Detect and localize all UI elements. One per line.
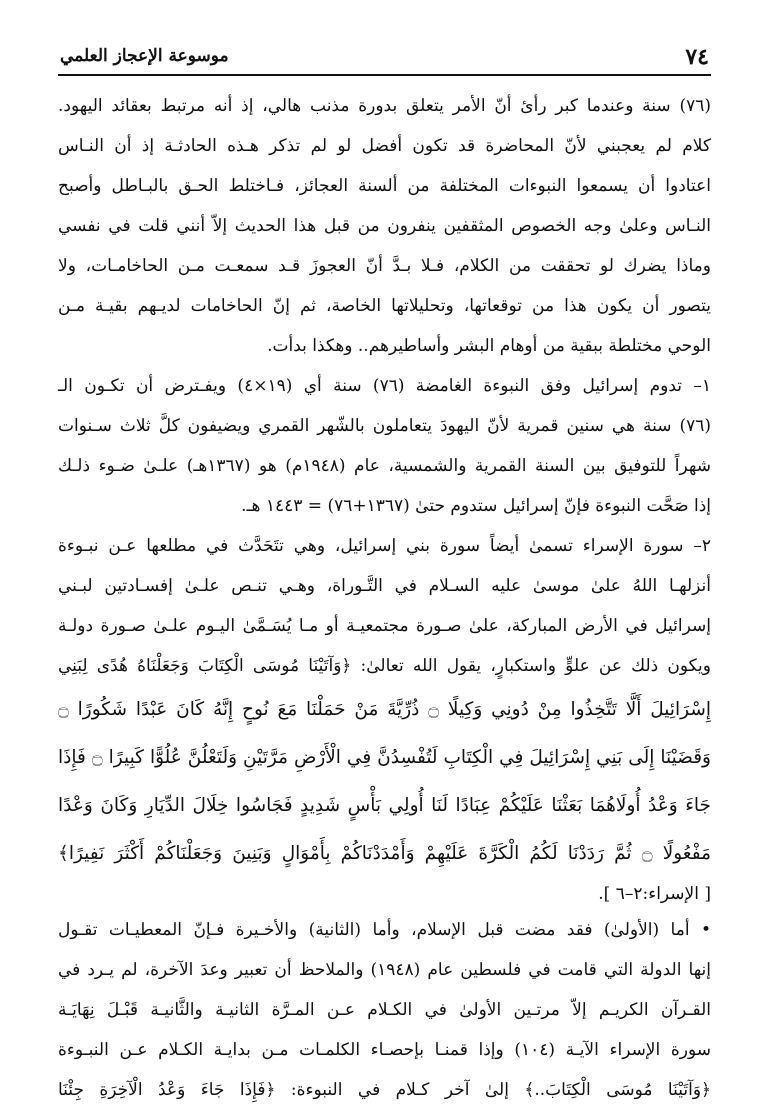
verse-citation: [ الإسراء:٢–٦ ]. bbox=[598, 884, 711, 904]
text-line: سورة الإسراء الآيـة (١٠٤) وإذا قمنـا بإحصـاء الكلمـات مـن بدايـة الكـلام عـن النبـوءة bbox=[58, 1040, 711, 1060]
text-line: ٢– سورة الإسراء تسمىٰ أيضاً سورة بني إسرائيل، وهي تتَحَدَّث في مطلعها عـن نبـوءة bbox=[58, 536, 711, 556]
page-number: ٧٤ bbox=[685, 44, 709, 70]
text-line: (٧٦) سنة وعندما كبر رأئ أنّ الأمر يتعلق بدورة مذنب هالي، إذ أنه مرتبط بعقائد اليهود. bbox=[58, 96, 711, 116]
text-line: الوحي مختلطة ببقية من أوهام البشر وأساطيرهم.. وهكذا بدأت. bbox=[267, 336, 711, 356]
text-line: اعتادوا أن يسمعوا النبوءات المختلفة من ألسنة العجائز، فـاختلط الحـق بالبـاطل وأصبح bbox=[58, 176, 711, 196]
text-line: كلام لم يعجبني لأنّ المحاضرة قد تكون أفضل لو لم تذكر هـذه الحادثـة إذ أن النـاس bbox=[58, 136, 711, 156]
text-line: أنزلهـا اللهُ علىٰ موسىٰ عليه السـلام في التَّـوراة، وهـي تنـص علـىٰ إفسـادتين لبـني bbox=[58, 576, 711, 596]
text-line: النـاس وعلىٰ وجه الخصوص المثقفين ينفرون من قبل هذا الحديث إلاّ أنني قلت في نفسي bbox=[58, 216, 711, 236]
text-line: إذا صَحَّت النبوءة فإنّ إسرائيل ستدوم حتىٰ (١٣٦٧+٧٦) = ١٤٤٣ هـ. bbox=[241, 496, 711, 516]
quran-verse-line: جَاءَ وَعْدُ أُولَاهُمَا بَعَثْنَا عَلَيْكُمْ عِبَادًا لَنَا أُولِي بَأْسٍ شَدِيدٍ فَجَاسُوا خِلَالَ الدِّيَارِ وَكَانَ وَعْدًا bbox=[58, 795, 711, 816]
quran-verse-line: وَقَضَيْنَا إِلَى بَنِي إِسْرَائِيلَ فِي الْكِتَابِ لَتُفْسِدُنَّ فِي الْأَرْضِ مَرَّتَيْنِ وَلَتَعْلُنَّ عُلُوًّا كَبِيرًا ۝ فَإِذَا bbox=[58, 747, 711, 768]
text-line: ١– تدوم إسرائيل وفق النبوءة الغامضة (٧٦) سنة أي (١٩×٤) ويفـترض أن تكـون الـ bbox=[58, 376, 711, 396]
text-line: يتصور أن يكون هذا من توقعاتها، وتحليلاتها الخاصة، ثم إنّ الحاخامات لديـهم بقيـة مـن bbox=[58, 296, 711, 316]
header-rule bbox=[58, 74, 711, 76]
text-line: إنها الدولة التي قامت في فلسطين عام (١٩٤٨) والملاحظ أن تعبير وعدَ الآخرة، لم يـرد في bbox=[58, 960, 711, 980]
text-line: إسرائيل في الأرض المباركة، علىٰ صـورة مجتمعيـة أو مـا يُسَـمَّىٰ اليـوم علـىٰ صـورة دولـة bbox=[58, 616, 711, 636]
text-line: (٧٦) سنة هي سنين قمرية لأنّ اليهودَ يتعاملون بالشّهر القمري ويضيفون كلَّ ثلاث سـنوات bbox=[58, 416, 711, 436]
quran-verse-line: إِسْرَائِيلَ أَلَّا تَتَّخِذُوا مِنْ دُونِي وَكِيلًا ۝ ذُرِّيَّةَ مَنْ حَمَلْنَا مَعَ نُوحٍ إِنَّهُ كَانَ عَبْدًا شَكُورًا ۝ bbox=[58, 699, 711, 720]
text-line: • أما (الأولىٰ) فقد مضت قبل الإسلام، وأما (الثانية) والأخـيرة فـإنّ المعطيـات تقـول bbox=[58, 920, 711, 940]
running-header bbox=[58, 38, 711, 78]
text-line: وماذا يضرك لو تحققت من الكلام، فـلا بـدَّ أنّ العجوزَ قـد سمعـت مـن الحاخامـات، ولا bbox=[58, 256, 711, 276]
text-line: ويكون ذلك عن علوٍّ واستكبارٍ، يقول الله تعالىٰ: ﴿وَآتَيْنَا مُوسَى الْكِتَابَ وَجَعَلْنَاهُ هُدًى لِبَنِي bbox=[58, 656, 711, 676]
text-line: ﴿وَآتَيْنَا مُوسَى الْكِتَابَ..﴾ إلىٰ آخر كـلام في النبوءة: ﴿فَإِذَا جَاءَ وَعْدُ الْآخِرَةِ جِئْنَا bbox=[58, 1080, 711, 1100]
book-title: موسوعة الإعجاز العلمي bbox=[60, 46, 229, 66]
text-line: شهراً للتوفيق بين السنة القمرية والشمسية، عام (١٩٤٨م) هو (١٣٦٧هـ) علـىٰ ضـوء ذلـك bbox=[58, 456, 711, 476]
quran-verse-line: مَفْعُولًا ۝ ثُمَّ رَدَدْنَا لَكُمُ الْكَرَّةَ عَلَيْهِمْ وَأَمْدَدْنَاكُمْ بِأَمْوَالٍ وَبَنِينَ وَجَعَلْنَاكُمْ أَكْثَرَ نَفِيرًا﴾ bbox=[58, 843, 711, 864]
text-line: القـرآن الكريـم إلاّ مرتـين الأولىٰ في الكـلام عـن المـرَّة الثانيـة والثَّانيـة قَبْـلَ نِهَايَـة bbox=[58, 1000, 711, 1020]
body-text bbox=[58, 86, 711, 1100]
